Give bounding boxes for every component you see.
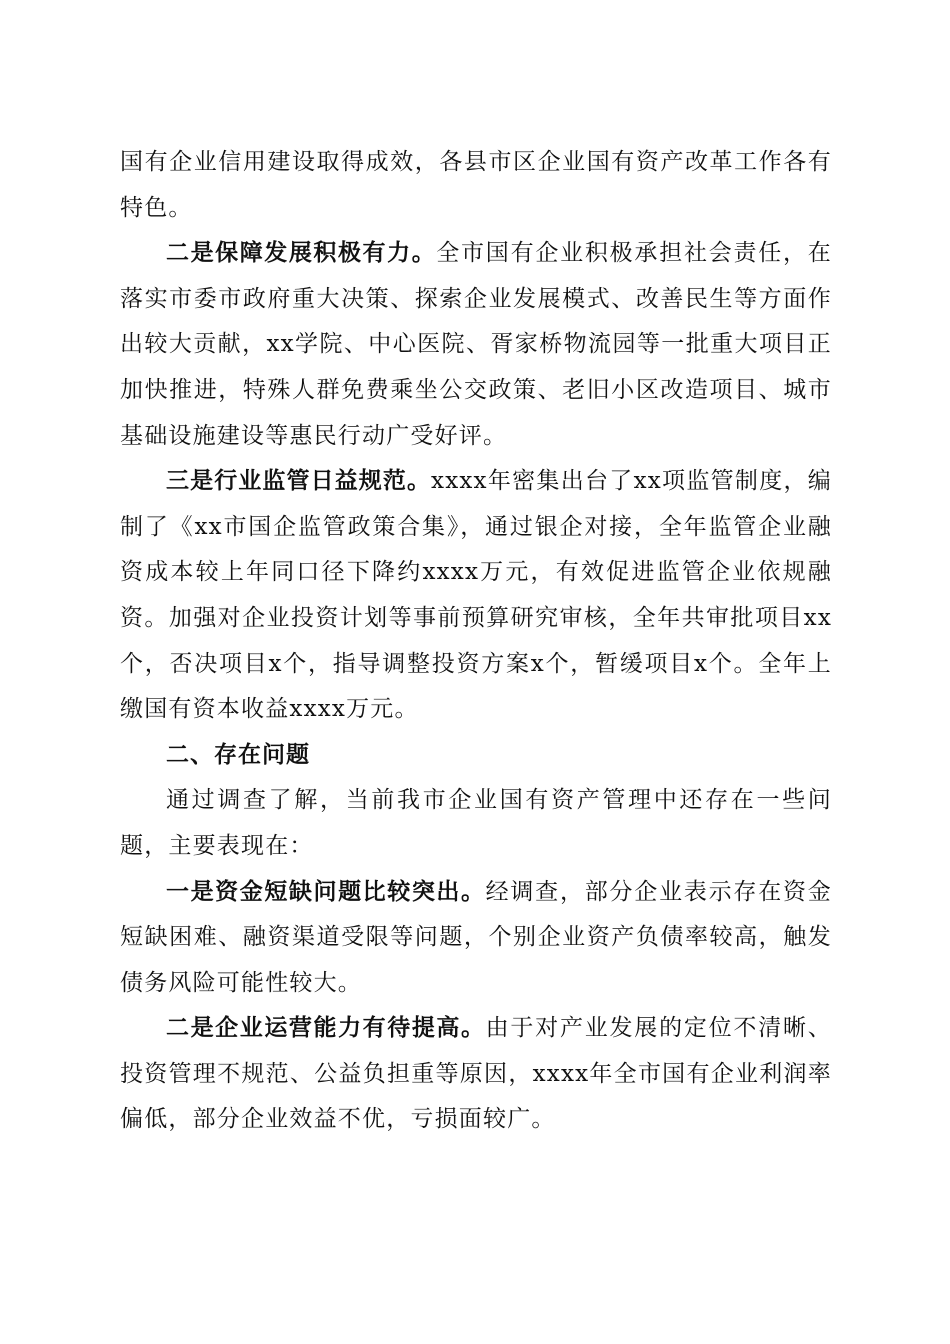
paragraph-text: 国有企业信用建设取得成效，各县市区企业国有资产改革工作各有特色。: [120, 149, 832, 221]
paragraph-lead: 二是企业运营能力有待提高。: [166, 1015, 486, 1042]
document-body: [120, 140, 832, 1143]
paragraph-industry-supervision: [120, 459, 832, 733]
paragraph-problems-intro: [120, 778, 832, 869]
paragraph-text: xxxx年密集出台了xx项监管制度，编制了《xx市国企监管政策合集》，通过银企对接，全年监管企业融资成本较上年同口径下降约xxxx万元，有效促进监管企业依规融资。加强对企业投资计划等事前预算研究审核，全年共审批项目xx个，否决项目x个，指导调整投资方案x个，暂缓项目x个。全年上缴国有资本收益xxxx万元。: [120, 468, 832, 723]
paragraph-lead: 三是行业监管日益规范。: [166, 468, 432, 495]
paragraph-guarantee-development: [120, 231, 832, 459]
paragraph-text: 全市国有企业积极承担社会责任，在落实市委市政府重大决策、探索企业发展模式、改善民生等方面作出较大贡献，xx学院、中心医院、胥家桥物流园等一批重大项目正加快推进，特殊人群免费乘坐公交政策、老旧小区改造项目、城市基础设施建设等惠民行动广受好评。: [120, 240, 833, 449]
paragraph-lead: 一是资金短缺问题比较突出。: [166, 878, 486, 905]
paragraph-text: 通过调查了解，当前我市企业国有资产管理中还存在一些问题，主要表现在：: [120, 787, 832, 859]
paragraph-lead: 二是保障发展积极有力。: [166, 240, 437, 267]
paragraph-continued: [120, 140, 832, 231]
paragraph-operating-capacity: [120, 1006, 832, 1143]
paragraph-text: 经调查，部分企业表示存在资金短缺困难、融资渠道受限等问题，个别企业资产负债率较高，触发债务风险可能性较大。: [120, 878, 832, 996]
section-heading-problems: 二、存在问题: [166, 741, 310, 768]
paragraph-text: 由于对产业发展的定位不清晰、投资管理不规范、公益负担重等原因，xxxx年全市国有企业利润率偏低，部分企业效益不优，亏损面较广。: [120, 1015, 832, 1133]
paragraph-funding-shortage: [120, 870, 832, 1007]
